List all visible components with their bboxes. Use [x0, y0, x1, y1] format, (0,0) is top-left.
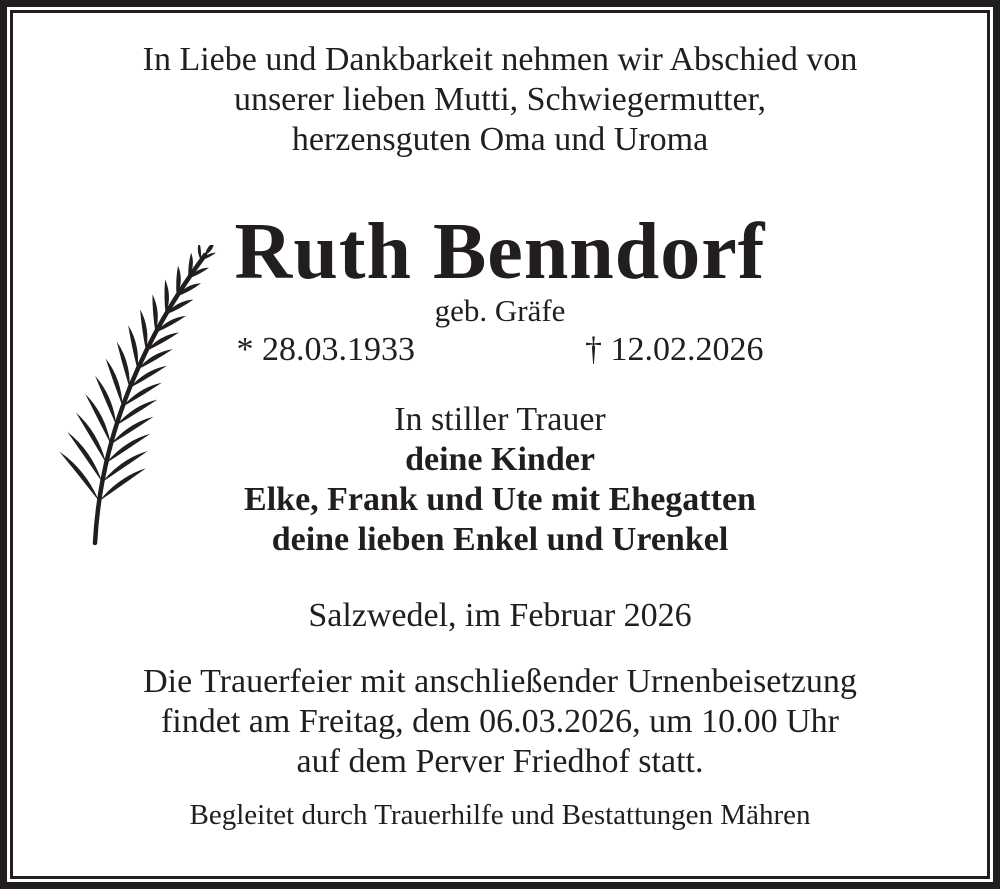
place-date: Salzwedel, im Februar 2026	[308, 597, 692, 634]
mourners-line-3: deine lieben Enkel und Urenkel	[271, 521, 729, 558]
intro-line-2: unserer lieben Mutti, Schwiegermutter,	[233, 81, 767, 118]
mourners-line-1: deine Kinder	[405, 441, 595, 478]
intro-line-1: In Liebe und Dankbarkeit nehmen wir Abschied von	[142, 41, 858, 78]
border-frame	[10, 10, 990, 879]
mourners-line-2: Elke, Frank und Ute mit Ehegatten	[244, 481, 756, 518]
mourning-header: In stiller Trauer	[394, 401, 606, 438]
death-date: † 12.02.2026	[585, 331, 764, 368]
footer-note: Begleitet durch Trauerhilfe und Bestattungen Mähren	[189, 799, 811, 831]
mourning-block	[13, 400, 987, 560]
funeral-info	[13, 662, 987, 782]
funeral-line-2: findet am Freitag, dem 06.03.2026, um 10.00 Uhr	[160, 703, 839, 740]
maiden-name: geb. Gräfe	[434, 293, 566, 328]
intro-line-3: herzensguten Oma und Uroma	[291, 121, 709, 158]
birth-date: * 28.03.1933	[236, 331, 415, 368]
intro-text	[13, 40, 987, 160]
funeral-line-1: Die Trauerfeier mit anschließender Urnenbeisetzung	[143, 663, 857, 700]
funeral-line-3: auf dem Perver Friedhof statt.	[296, 743, 704, 780]
life-dates	[13, 330, 987, 370]
deceased-name: Ruth Benndorf	[234, 208, 766, 296]
